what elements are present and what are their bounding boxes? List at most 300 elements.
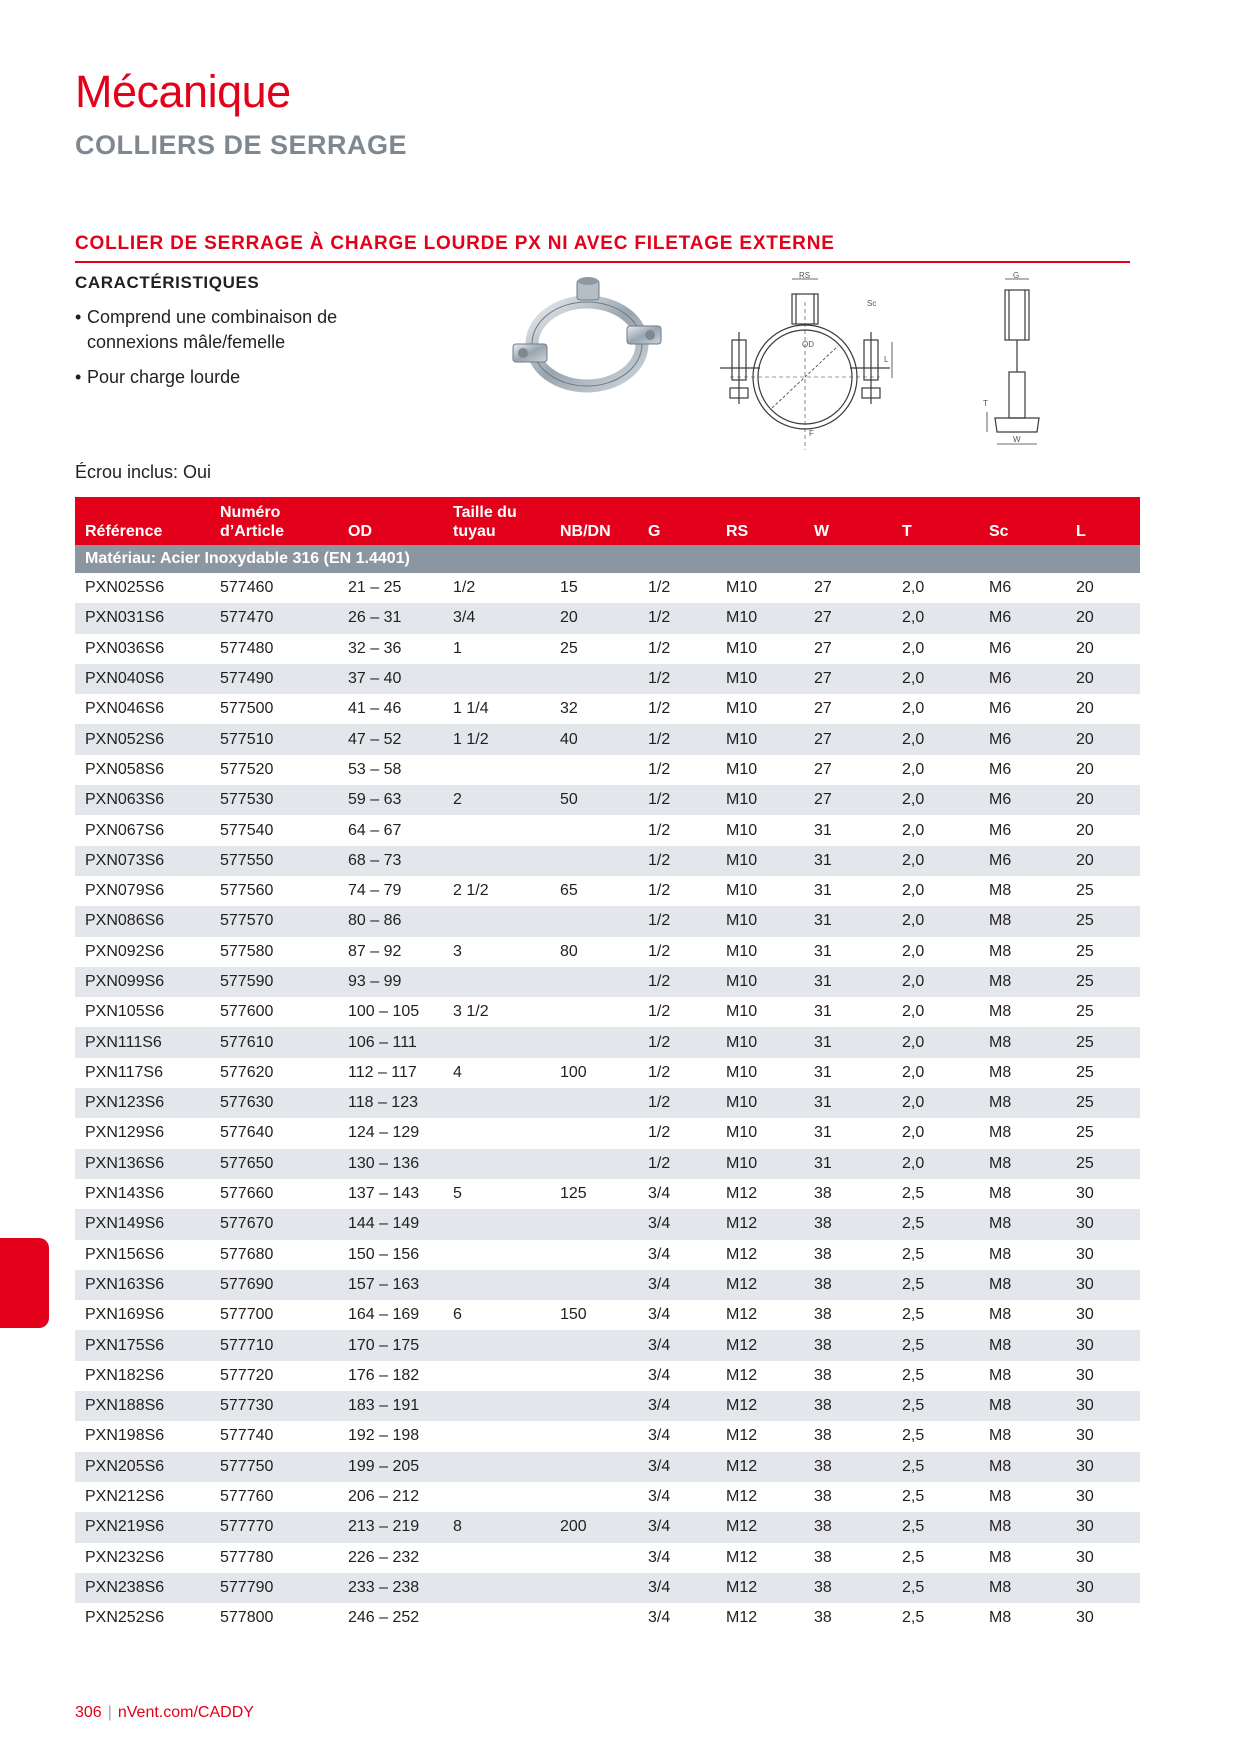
table-cell: 27 — [804, 785, 892, 815]
table-cell: M8 — [989, 1609, 1012, 1627]
table-cell: 38 — [804, 1391, 892, 1421]
dim-label-od: OD — [802, 340, 814, 349]
table-cell: PXN129S6 — [85, 1124, 165, 1142]
table-cell: 31 — [804, 1027, 892, 1057]
table-cell — [443, 1149, 550, 1179]
table-cell: 38 — [804, 1512, 892, 1542]
table-cell — [550, 1118, 638, 1148]
table-cell: M8 — [979, 1149, 1066, 1179]
table-cell: 20 — [550, 603, 638, 633]
table-cell: 577710 — [210, 1330, 338, 1360]
table-cell: 20 — [1076, 700, 1094, 718]
table-row — [75, 1240, 1140, 1270]
table-row — [75, 664, 1140, 694]
table-cell: 30 — [1066, 1573, 1140, 1603]
table-cell: PXN036S6 — [85, 639, 165, 657]
table-cell: 2,0 — [892, 846, 979, 876]
table-cell: M8 — [979, 1088, 1066, 1118]
table-cell: 206 – 212 — [348, 1488, 420, 1506]
material-label: Matériau: Acier Inoxydable 316 (EN 1.4401) — [75, 545, 1140, 573]
front-dimension-diagram — [710, 272, 900, 452]
table-cell: 27 — [814, 760, 832, 778]
table-cell: 1/2 — [638, 1088, 716, 1118]
table-cell: 125 — [560, 1185, 587, 1203]
table-cell: PXN058S6 — [85, 760, 165, 778]
table-cell: 1/2 — [648, 882, 671, 900]
table-cell: 50 — [550, 785, 638, 815]
table-cell: 233 – 238 — [338, 1573, 443, 1603]
product-title-rule — [75, 261, 1130, 263]
features-heading: CARACTÉRISTIQUES — [75, 273, 260, 292]
table-cell: 577590 — [210, 967, 338, 997]
table-cell: 577490 — [210, 664, 338, 694]
table-cell: 25 — [1076, 1063, 1094, 1081]
table-cell: M8 — [979, 1512, 1066, 1542]
table-cell: 577560 — [220, 882, 274, 900]
table-cell: M6 — [979, 603, 1066, 633]
table-cell: 176 – 182 — [348, 1366, 420, 1384]
table-cell — [443, 755, 550, 785]
table-cell — [443, 1543, 550, 1573]
table-cell: 1/2 — [648, 942, 671, 960]
table-cell: 80 — [560, 942, 578, 960]
table-cell: 2 1/2 — [453, 882, 489, 900]
material-row — [75, 545, 1140, 573]
table-cell: 577770 — [210, 1512, 338, 1542]
table-cell: 192 – 198 — [348, 1427, 420, 1445]
table-cell: 87 – 92 — [348, 942, 402, 960]
table-cell: 31 — [814, 882, 832, 900]
table-cell: 3 1/2 — [453, 1003, 489, 1021]
table-cell — [443, 1330, 550, 1360]
table-cell — [550, 1452, 638, 1482]
table-cell: 25 — [1076, 1003, 1094, 1021]
product-photo — [495, 272, 675, 412]
table-cell — [550, 1209, 638, 1239]
table-cell: 3/4 — [638, 1391, 716, 1421]
table-cell: M6 — [979, 785, 1066, 815]
table-cell — [550, 997, 638, 1027]
table-cell: 2,0 — [902, 700, 925, 718]
table-cell — [550, 1270, 638, 1300]
table-row — [75, 1573, 1140, 1603]
table-cell: M8 — [989, 1306, 1012, 1324]
table-cell: M10 — [716, 1027, 804, 1057]
table-cell: PXN238S6 — [75, 1573, 210, 1603]
table-cell — [443, 1361, 550, 1391]
table-cell — [550, 1027, 638, 1057]
table-cell: 31 — [804, 906, 892, 936]
table-cell: M6 — [979, 846, 1066, 876]
table-cell — [443, 1452, 550, 1482]
table-cell: 27 — [804, 664, 892, 694]
table-cell: 27 — [804, 603, 892, 633]
table-cell: M12 — [726, 1366, 758, 1384]
table-cell — [443, 1603, 550, 1633]
table-cell: M8 — [979, 1209, 1066, 1239]
table-cell: 80 – 86 — [338, 906, 443, 936]
table-cell: PXN105S6 — [85, 1003, 165, 1021]
dim-label-rs: RS — [799, 272, 811, 280]
product-title: COLLIER DE SERRAGE À CHARGE LOURDE PX NI AVEC FILETAGE EXTERNE — [75, 233, 835, 254]
table-cell: 74 – 79 — [348, 882, 402, 900]
table-cell: 1/2 — [648, 1124, 671, 1142]
table-cell: PXN117S6 — [85, 1063, 163, 1081]
table-cell: 3/4 — [648, 1488, 671, 1506]
table-row — [75, 997, 1140, 1027]
table-cell: 150 — [560, 1306, 587, 1324]
table-cell: PXN212S6 — [85, 1488, 165, 1506]
table-cell: 26 – 31 — [338, 603, 443, 633]
table-cell: 20 — [1066, 664, 1140, 694]
table-cell: 2,0 — [902, 1063, 925, 1081]
table-cell: 2,5 — [902, 1366, 925, 1384]
table-cell: 1 1/4 — [453, 700, 489, 718]
table-cell: PXN040S6 — [75, 664, 210, 694]
table-cell: M12 — [716, 1270, 804, 1300]
table-cell: 183 – 191 — [338, 1391, 443, 1421]
table-cell: 38 — [804, 1573, 892, 1603]
table-cell: PXN073S6 — [75, 846, 210, 876]
table-cell: 577620 — [220, 1063, 274, 1081]
table-cell: 3/4 — [638, 1270, 716, 1300]
table-cell: 25 — [1066, 1149, 1140, 1179]
table-cell: 1/2 — [648, 1063, 671, 1081]
table-cell — [550, 1240, 638, 1270]
table-cell: M10 — [716, 724, 804, 754]
table-row — [75, 603, 1140, 633]
table-cell: 164 – 169 — [348, 1306, 420, 1324]
column-header: NB/DN — [550, 497, 638, 545]
table-cell: M8 — [989, 1548, 1012, 1566]
table-cell: M10 — [716, 603, 804, 633]
table-cell: 1 — [453, 639, 462, 657]
table-cell — [443, 1240, 550, 1270]
table-cell: M10 — [726, 821, 758, 839]
column-header: Sc — [979, 497, 1066, 545]
table-cell — [550, 1088, 638, 1118]
table-cell — [443, 815, 550, 845]
table-cell: 3/4 — [648, 1306, 671, 1324]
spec-table — [75, 497, 1140, 1633]
table-cell: PXN092S6 — [85, 942, 165, 960]
table-cell: 150 – 156 — [348, 1245, 420, 1263]
table-cell: M6 — [989, 639, 1012, 657]
table-cell: M10 — [726, 882, 758, 900]
dim-label-w: W — [1013, 435, 1021, 444]
table-row — [75, 876, 1140, 906]
table-cell: 5 — [453, 1185, 462, 1203]
table-cell: 37 – 40 — [338, 664, 443, 694]
table-cell: 2,0 — [902, 639, 925, 657]
table-cell: 38 — [804, 1452, 892, 1482]
table-row — [75, 1603, 1140, 1633]
table-cell — [443, 1391, 550, 1421]
table-cell: 2,5 — [892, 1452, 979, 1482]
table-cell — [550, 664, 638, 694]
table-row — [75, 755, 1140, 785]
table-cell: 144 – 149 — [338, 1209, 443, 1239]
table-cell: PXN163S6 — [75, 1270, 210, 1300]
table-cell: 2,5 — [902, 1609, 925, 1627]
table-cell: 1/2 — [638, 724, 716, 754]
table-cell: 3/4 — [648, 1185, 671, 1203]
table-cell: 20 — [1066, 785, 1140, 815]
table-cell: PXN052S6 — [75, 724, 210, 754]
table-row — [75, 694, 1140, 724]
table-row — [75, 1330, 1140, 1360]
table-cell: 3/4 — [648, 1245, 671, 1263]
column-header: OD — [338, 497, 443, 545]
table-cell: 47 – 52 — [338, 724, 443, 754]
table-cell: 30 — [1066, 1270, 1140, 1300]
table-row — [75, 724, 1140, 754]
table-cell: 2,5 — [892, 1330, 979, 1360]
table-cell: M12 — [716, 1391, 804, 1421]
table-cell: 3/4 — [443, 603, 550, 633]
table-cell: M8 — [989, 1245, 1012, 1263]
table-cell — [550, 967, 638, 997]
table-cell: 32 — [560, 700, 578, 718]
table-cell: 31 — [804, 846, 892, 876]
table-cell: PXN205S6 — [75, 1452, 210, 1482]
table-cell: 577660 — [220, 1185, 274, 1203]
table-cell: 21 – 25 — [348, 579, 402, 597]
table-cell: M10 — [716, 664, 804, 694]
table-cell: PXN046S6 — [85, 700, 165, 718]
table-cell: 38 — [804, 1270, 892, 1300]
table-cell: 3/4 — [638, 1573, 716, 1603]
table-cell: M10 — [726, 1124, 758, 1142]
table-cell — [443, 906, 550, 936]
table-cell: 2 — [443, 785, 550, 815]
table-cell: 30 — [1066, 1452, 1140, 1482]
table-cell: M8 — [979, 1027, 1066, 1057]
table-cell — [443, 1118, 550, 1148]
table-row — [75, 1512, 1140, 1542]
table-cell: 6 — [453, 1306, 462, 1324]
table-cell: 31 — [804, 967, 892, 997]
page-subtitle: COLLIERS DE SERRAGE — [75, 130, 408, 160]
table-cell: PXN111S6 — [75, 1027, 210, 1057]
table-cell: M8 — [989, 1124, 1012, 1142]
table-cell: 577790 — [210, 1573, 338, 1603]
table-cell: 64 – 67 — [348, 821, 402, 839]
table-cell: 2,0 — [902, 1003, 925, 1021]
table-row — [75, 1361, 1140, 1391]
table-cell — [550, 1573, 638, 1603]
table-cell: 2,0 — [892, 724, 979, 754]
table-cell: 200 — [550, 1512, 638, 1542]
dim-label-l: L — [884, 355, 889, 364]
table-cell: 2,0 — [892, 785, 979, 815]
table-cell: 31 — [814, 942, 832, 960]
table-row — [75, 1149, 1140, 1179]
table-row — [75, 1058, 1140, 1088]
table-cell: 2,5 — [902, 1185, 925, 1203]
dim-label-t: T — [983, 399, 988, 408]
table-cell: 30 — [1076, 1427, 1094, 1445]
table-cell: 2,0 — [902, 579, 925, 597]
table-cell: 106 – 111 — [338, 1027, 443, 1057]
table-cell: 1/2 — [638, 846, 716, 876]
table-cell: M8 — [989, 1366, 1012, 1384]
table-row — [75, 967, 1140, 997]
table-cell: PXN099S6 — [75, 967, 210, 997]
table-cell: 577760 — [220, 1488, 274, 1506]
table-cell — [550, 1149, 638, 1179]
table-cell — [443, 1482, 550, 1512]
table-cell: 199 – 205 — [338, 1452, 443, 1482]
page-footer — [75, 1704, 254, 1722]
table-cell: M8 — [979, 1573, 1066, 1603]
table-cell: 8 — [443, 1512, 550, 1542]
column-header: T — [892, 497, 979, 545]
column-header: RS — [716, 497, 804, 545]
table-cell: 25 — [1066, 967, 1140, 997]
table-cell: PXN198S6 — [85, 1427, 165, 1445]
table-cell: 577520 — [220, 760, 274, 778]
table-cell — [550, 1391, 638, 1421]
dim-label-g: G — [1013, 272, 1020, 280]
table-cell: M8 — [979, 906, 1066, 936]
table-cell: 3/4 — [638, 1209, 716, 1239]
table-cell — [443, 664, 550, 694]
table-cell: M8 — [979, 1452, 1066, 1482]
table-cell: PXN143S6 — [85, 1185, 165, 1203]
table-cell: 577640 — [220, 1124, 274, 1142]
table-cell: 30 — [1076, 1185, 1094, 1203]
table-cell: 3/4 — [638, 1452, 716, 1482]
table-cell: 577460 — [220, 579, 274, 597]
table-cell: 577740 — [220, 1427, 274, 1445]
table-cell: M12 — [716, 1452, 804, 1482]
table-cell: 25 — [1076, 1124, 1094, 1142]
table-cell: 38 — [814, 1427, 832, 1445]
table-cell: M12 — [716, 1330, 804, 1360]
table-row — [75, 1270, 1140, 1300]
table-cell: 124 – 129 — [348, 1124, 420, 1142]
table-cell: 2,0 — [892, 664, 979, 694]
table-cell — [550, 1361, 638, 1391]
table-cell: 577680 — [220, 1245, 274, 1263]
table-cell: M12 — [726, 1427, 758, 1445]
feature-list — [75, 305, 395, 400]
table-row — [75, 1482, 1140, 1512]
table-cell: PXN182S6 — [85, 1366, 165, 1384]
side-dimension-diagram — [975, 272, 1065, 447]
column-header: G — [638, 497, 716, 545]
table-cell: 27 — [814, 579, 832, 597]
table-cell: 59 – 63 — [338, 785, 443, 815]
table-cell: 577650 — [210, 1149, 338, 1179]
table-cell: PXN079S6 — [85, 882, 165, 900]
page-title: Mécanique — [75, 66, 291, 117]
table-cell: 213 – 219 — [338, 1512, 443, 1542]
table-cell: 2,5 — [902, 1306, 925, 1324]
table-row — [75, 937, 1140, 967]
table-cell: 2,0 — [902, 882, 925, 900]
table-cell: 577530 — [210, 785, 338, 815]
table-cell: 2,5 — [902, 1548, 925, 1566]
table-cell: 1/2 — [648, 760, 671, 778]
dim-label-f: F — [809, 429, 814, 438]
table-cell: M12 — [716, 1209, 804, 1239]
table-cell — [443, 1088, 550, 1118]
table-cell: 1/2 — [638, 664, 716, 694]
table-cell: 20 — [1076, 579, 1094, 597]
dim-label-sc: Sc — [867, 299, 877, 308]
table-cell: 30 — [1066, 1209, 1140, 1239]
table-cell: 577510 — [210, 724, 338, 754]
table-cell: 2,0 — [892, 1088, 979, 1118]
column-header: Numéro d’Article — [210, 497, 338, 545]
table-cell: 577750 — [210, 1452, 338, 1482]
table-cell: PXN031S6 — [75, 603, 210, 633]
table-cell: 577610 — [210, 1027, 338, 1057]
table-cell: M8 — [979, 967, 1066, 997]
table-cell: PXN252S6 — [85, 1609, 165, 1627]
table-cell: 3/4 — [648, 1427, 671, 1445]
table-cell: 2,5 — [902, 1488, 925, 1506]
table-cell — [443, 1027, 550, 1057]
table-cell — [550, 1603, 638, 1633]
table-cell: 112 – 117 — [348, 1063, 417, 1081]
table-cell: M12 — [726, 1548, 758, 1566]
table-row — [75, 1300, 1140, 1330]
table-cell: M10 — [716, 906, 804, 936]
table-cell: M8 — [989, 1003, 1012, 1021]
table-cell: 1/2 — [648, 1003, 671, 1021]
table-cell: M10 — [726, 1003, 758, 1021]
table-cell: 3/4 — [638, 1512, 716, 1542]
table-cell: M10 — [716, 967, 804, 997]
table-cell: 577730 — [210, 1391, 338, 1421]
table-cell: 38 — [814, 1185, 832, 1203]
table-cell: 137 – 143 — [348, 1185, 420, 1203]
table-cell: 25 — [1066, 906, 1140, 936]
table-cell: M8 — [989, 882, 1012, 900]
table-row — [75, 1391, 1140, 1421]
table-cell: M6 — [989, 579, 1012, 597]
table-cell: 65 — [560, 882, 578, 900]
table-cell: 20 — [1066, 846, 1140, 876]
table-cell: 30 — [1066, 1330, 1140, 1360]
table-cell: 3/4 — [638, 1330, 716, 1360]
table-cell: 1/2 — [638, 1149, 716, 1179]
table-cell: 1/2 — [638, 1027, 716, 1057]
table-cell: M10 — [726, 639, 758, 657]
table-cell: M8 — [989, 1185, 1012, 1203]
table-cell: PXN149S6 — [75, 1209, 210, 1239]
table-cell: 27 — [804, 724, 892, 754]
table-cell: 38 — [814, 1306, 832, 1324]
table-cell — [550, 755, 638, 785]
table-cell: 1/2 — [638, 967, 716, 997]
table-cell: 93 – 99 — [338, 967, 443, 997]
table-cell: 68 – 73 — [338, 846, 443, 876]
table-cell: 577480 — [220, 639, 274, 657]
table-cell: M8 — [979, 1391, 1066, 1421]
footer-site-link[interactable]: nVent.com/CADDY — [117, 1704, 254, 1721]
table-cell: 226 – 232 — [348, 1548, 420, 1566]
table-cell: PXN063S6 — [75, 785, 210, 815]
table-cell: M6 — [979, 724, 1066, 754]
table-cell: M12 — [726, 1609, 758, 1627]
table-cell: 20 — [1066, 603, 1140, 633]
table-cell: 20 — [1066, 724, 1140, 754]
table-row — [75, 815, 1140, 845]
